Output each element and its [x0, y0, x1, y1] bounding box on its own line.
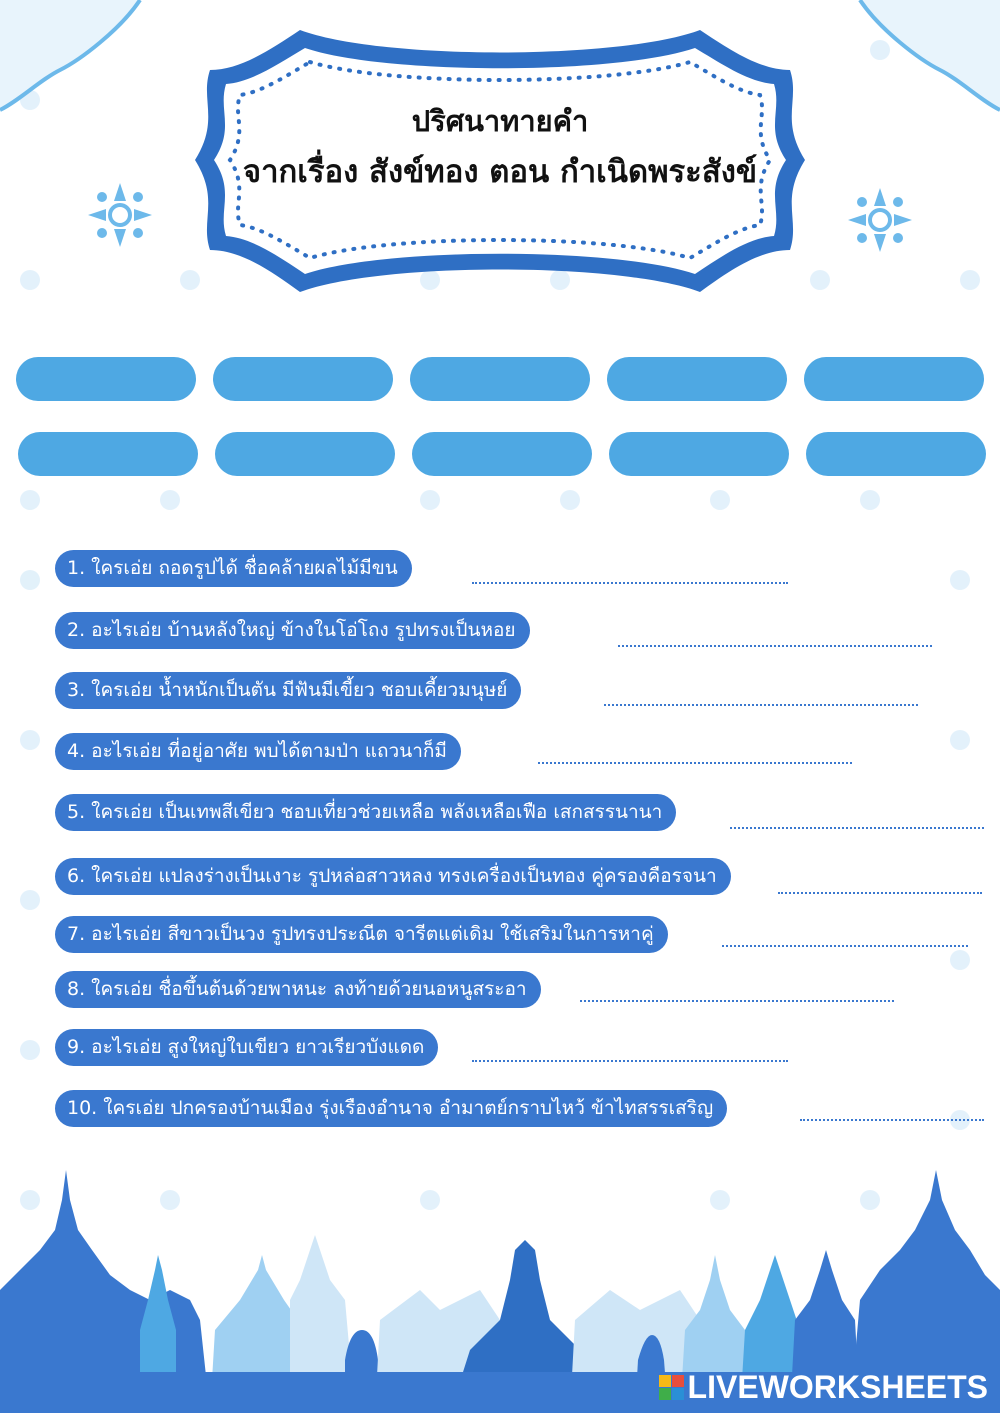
answer-slot[interactable]: [16, 357, 196, 401]
question-2: 2. อะไรเอ่ย บ้านหลังใหญ่ ข้างในโอ่โถง รูปทรงเป็นหอย: [55, 612, 530, 649]
answer-slot[interactable]: [804, 357, 984, 401]
question-7: 7. อะไรเอ่ย สีขาวเป็นวง รูปทรงประณีต จารีตแต่เดิม ใช้เสริมในการหาคู่: [55, 916, 668, 953]
answer-line-9[interactable]: [472, 1058, 788, 1062]
question-9: 9. อะไรเอ่ย สูงใหญ่ใบเขียว ยาวเรียวบังแดด: [55, 1029, 438, 1066]
liveworksheets-logo-icon: [659, 1375, 684, 1400]
question-10: 10. ใครเอ่ย ปกครองบ้านเมือง รุ่งเรืองอำนาจ อำมาตย์กราบไหว้ ข้าไทสรรเสริญ: [55, 1090, 727, 1127]
answer-line-8[interactable]: [580, 998, 894, 1002]
answer-slot[interactable]: [213, 357, 393, 401]
question-5: 5. ใครเอ่ย เป็นเทพสีเขียว ชอบเที่ยวช่วยเหลือ พลังเหลือเฟือ เสกสรรนานา: [55, 794, 676, 831]
question-8: 8. ใครเอ่ย ชื่อขึ้นต้นด้วยพาหนะ ลงท้ายด้วยนอหนูสระอา: [55, 971, 541, 1008]
answer-line-7[interactable]: [722, 943, 968, 947]
worksheet-title: ปริศนาทายคำ: [411, 104, 589, 138]
answer-slot[interactable]: [215, 432, 395, 476]
answer-line-3[interactable]: [604, 702, 918, 706]
answer-slot[interactable]: [609, 432, 789, 476]
answer-slot[interactable]: [18, 432, 198, 476]
worksheet-subtitle: จากเรื่อง สังข์ทอง ตอน กำเนิดพระสังข์: [242, 154, 758, 190]
answer-slot[interactable]: [806, 432, 986, 476]
answer-slot[interactable]: [607, 357, 787, 401]
answer-line-4[interactable]: [538, 760, 852, 764]
question-4: 4. อะไรเอ่ย ที่อยู่อาศัย พบได้ตามป่า แถวนาก็มี: [55, 733, 461, 770]
liveworksheets-logo[interactable]: [659, 1367, 988, 1407]
answer-line-5[interactable]: [730, 825, 984, 829]
answer-slot[interactable]: [410, 357, 590, 401]
answer-line-10[interactable]: [800, 1117, 984, 1121]
question-1: 1. ใครเอ่ย ถอดรูปได้ ชื่อคล้ายผลไม้มีขน: [55, 550, 412, 587]
question-3: 3. ใครเอ่ย น้ำหนักเป็นตัน มีฟันมีเขี้ยว ชอบเคี้ยวมนุษย์: [55, 672, 521, 709]
logo-text: LIVEWORKSHEETS: [687, 1368, 988, 1405]
answer-line-1[interactable]: [472, 580, 788, 584]
answer-slot[interactable]: [412, 432, 592, 476]
flower-ornament-icon: [848, 188, 912, 252]
answer-line-2[interactable]: [618, 643, 932, 647]
question-6: 6. ใครเอ่ย แปลงร่างเป็นเงาะ รูปหล่อสาวหลง ทรงเครื่องเป็นทอง คู่ครองคือรจนา: [55, 858, 731, 895]
answer-line-6[interactable]: [778, 890, 982, 894]
